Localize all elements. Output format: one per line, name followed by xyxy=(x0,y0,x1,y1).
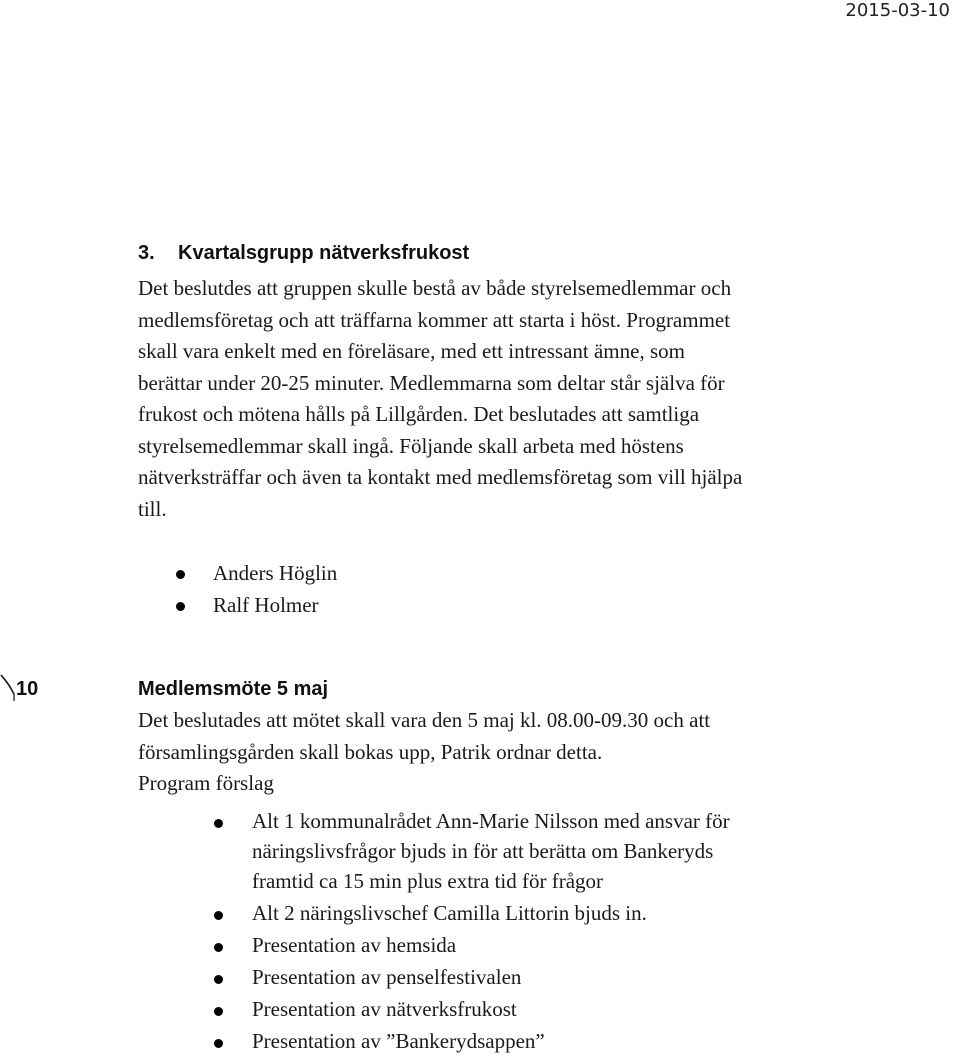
list-arrow-icon xyxy=(0,674,16,702)
paragraph-line: församlingsgården skall bokas upp, Patrik ordnar detta. xyxy=(138,739,603,764)
program-label: Program förslag xyxy=(138,771,274,795)
list-item xyxy=(214,994,730,1024)
list-item-line: Alt 2 näringslivschef Camilla Littorin bjuds in. xyxy=(252,901,647,925)
list-item xyxy=(214,806,730,896)
list-item-line: Presentation av nätverksfrukost xyxy=(252,997,517,1021)
paragraph-line: skall vara enkelt med en föreläsare, med ett intressant ämne, som xyxy=(138,339,685,363)
paragraph-line: styrelsemedlemmar skall ingå. Följande skall arbeta med höstens xyxy=(138,433,684,458)
list-item-line: Presentation av ”Bankerydsappen” xyxy=(252,1029,545,1053)
program-list xyxy=(214,806,730,1056)
paragraph-line: frukost och mötena hålls på Lillgården. Det beslutades att samtliga xyxy=(138,402,700,426)
list-item-line: Alt 1 kommunalrådet Ann-Marie Nilsson med ansvar för xyxy=(252,809,730,833)
section-10-number: 10 xyxy=(16,678,39,700)
section-3-paragraph xyxy=(138,272,742,524)
paragraph-line: Det beslutades att mötet skall vara den 5 maj kl. 08.00-09.30 och att xyxy=(138,708,711,732)
list-item-line: Presentation av penselfestivalen xyxy=(252,965,522,989)
section-10-title: Medlemsmöte 5 maj xyxy=(138,678,329,700)
section-3-title: Kvartalsgrupp nätverksfrukost xyxy=(178,242,470,264)
list-item xyxy=(176,557,337,589)
list-item xyxy=(214,898,730,928)
document-date: 2015-03-10 xyxy=(845,0,950,21)
paragraph-line: berättar under 20-25 minuter. Medlemmarna som deltar står själva för xyxy=(138,370,725,395)
section-3-number: 3. xyxy=(138,242,155,264)
list-item-line: näringslivsfrågor bjuds in för att berätta om Bankeryds xyxy=(252,839,714,863)
list-item xyxy=(214,930,730,960)
list-item-line: framtid ca 15 min plus extra tid för frågor xyxy=(252,869,604,893)
paragraph-line: till. xyxy=(138,496,167,521)
member-name: Anders Höglin xyxy=(213,561,338,585)
list-item xyxy=(214,1026,730,1056)
paragraph-line: medlemsföretag och att träffarna kommer att starta i höst. Programmet xyxy=(138,307,731,332)
members-list xyxy=(176,557,337,621)
paragraph-line: nätverksträffar och även ta kontakt med medlemsföretag som vill hjälpa xyxy=(138,465,743,489)
section-10-paragraph xyxy=(138,704,710,799)
list-item-line: Presentation av hemsida xyxy=(252,933,457,957)
list-item xyxy=(214,962,730,992)
list-item xyxy=(176,589,337,621)
paragraph-line: Det beslutdes att gruppen skulle bestå av både styrelsemedlemmar och xyxy=(138,276,732,300)
member-name: Ralf Holmer xyxy=(213,593,319,617)
